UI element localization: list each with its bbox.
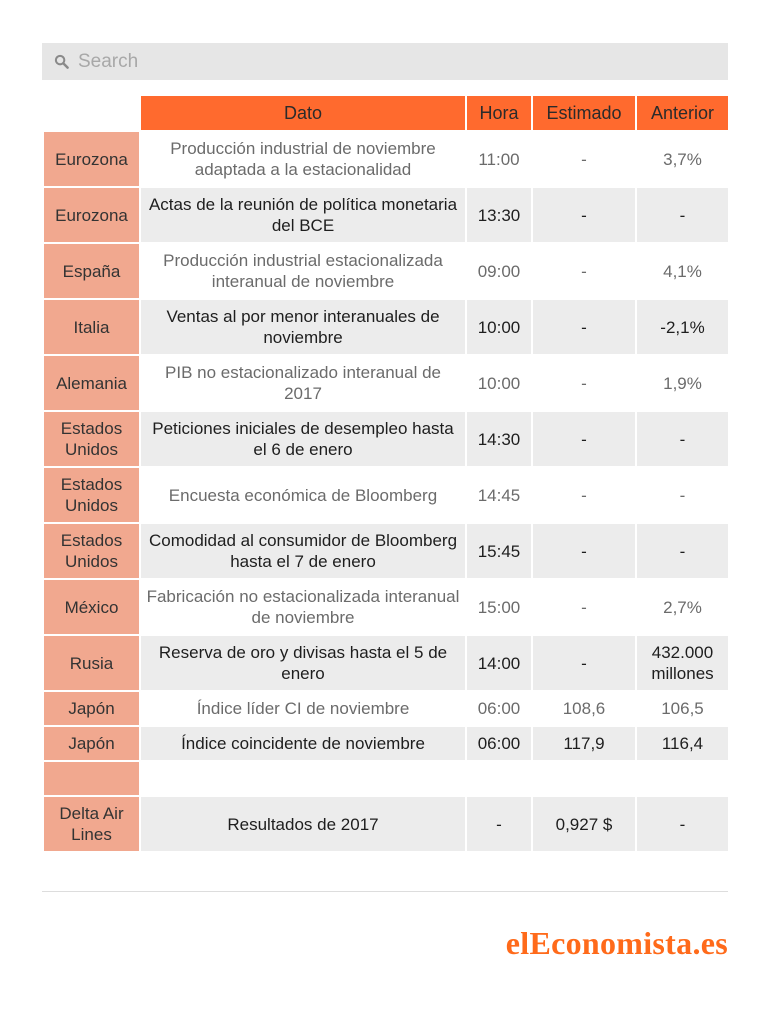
dato-cell: Índice coincidente de noviembre [140,726,466,761]
hora-cell: - [466,796,532,852]
table-row [43,355,729,411]
header-dato[interactable]: Dato [140,95,466,131]
country-cell: Eurozona [43,131,140,187]
spacer-row [43,761,729,796]
country-cell: Estados Unidos [43,467,140,523]
hora-cell: 14:45 [466,467,532,523]
estimado-cell: - [532,579,636,635]
hora-cell: 13:30 [466,187,532,243]
country-cell: Japón [43,691,140,726]
anterior-cell: - [636,523,729,579]
search-bar[interactable] [42,43,728,80]
hora-cell: 10:00 [466,299,532,355]
country-cell: Alemania [43,355,140,411]
country-cell [43,761,140,796]
empty-cell [466,761,532,796]
estimado-cell: - [532,187,636,243]
dato-cell: Reserva de oro y divisas hasta el 5 de enero [140,635,466,691]
estimado-cell: - [532,355,636,411]
country-cell: Italia [43,299,140,355]
dato-cell: Fabricación no estacionalizada interanual de noviembre [140,579,466,635]
estimado-cell: - [532,523,636,579]
hora-cell: 06:00 [466,726,532,761]
dato-cell: Producción industrial estacionalizada interanual de noviembre [140,243,466,299]
anterior-cell: - [636,796,729,852]
table-row [43,411,729,467]
table-row [43,131,729,187]
anterior-cell: - [636,411,729,467]
dato-cell: Producción industrial de noviembre adaptada a la estacionalidad [140,131,466,187]
table-row [43,187,729,243]
country-cell: Rusia [43,635,140,691]
estimado-cell: - [532,467,636,523]
table-row [43,299,729,355]
empty-cell [636,761,729,796]
hora-cell: 09:00 [466,243,532,299]
dato-cell: Peticiones iniciales de desempleo hasta el 6 de enero [140,411,466,467]
table-header-row [43,95,729,131]
estimado-cell: 117,9 [532,726,636,761]
empty-cell [532,761,636,796]
table-row [43,796,729,852]
hora-cell: 14:30 [466,411,532,467]
empty-cell [140,761,466,796]
dato-cell: Actas de la reunión de política monetaria del BCE [140,187,466,243]
estimado-cell: 108,6 [532,691,636,726]
header-hora[interactable]: Hora [466,95,532,131]
estimado-cell: - [532,243,636,299]
anterior-cell: -2,1% [636,299,729,355]
hora-cell: 06:00 [466,691,532,726]
anterior-cell: 1,9% [636,355,729,411]
country-cell: España [43,243,140,299]
anterior-cell: 432.000 millones [636,635,729,691]
table-row [43,691,729,726]
estimado-cell: - [532,635,636,691]
country-cell: Eurozona [43,187,140,243]
country-cell: Estados Unidos [43,411,140,467]
table-row [43,635,729,691]
hora-cell: 11:00 [466,131,532,187]
anterior-cell: 3,7% [636,131,729,187]
dato-cell: PIB no estacionalizado interanual de 2017 [140,355,466,411]
anterior-cell: 106,5 [636,691,729,726]
dato-cell: Encuesta económica de Bloomberg [140,467,466,523]
dato-cell: Índice líder CI de noviembre [140,691,466,726]
estimado-cell: - [532,299,636,355]
hora-cell: 15:00 [466,579,532,635]
dato-cell: Comodidad al consumidor de Bloomberg hasta el 7 de enero [140,523,466,579]
search-icon [54,54,69,69]
estimado-cell: - [532,131,636,187]
footer-divider [42,891,728,892]
table-row [43,579,729,635]
header-anterior[interactable]: Anterior [636,95,729,131]
header-estimado[interactable]: Estimado [532,95,636,131]
anterior-cell: 4,1% [636,243,729,299]
hora-cell: 10:00 [466,355,532,411]
anterior-cell: 116,4 [636,726,729,761]
dato-cell: Resultados de 2017 [140,796,466,852]
country-cell: México [43,579,140,635]
country-cell: Delta Air Lines [43,796,140,852]
anterior-cell: 2,7% [636,579,729,635]
estimado-cell: 0,927 $ [532,796,636,852]
search-input[interactable] [78,47,678,77]
country-cell: Estados Unidos [43,523,140,579]
table-row [43,523,729,579]
table-row [43,243,729,299]
header-country [43,95,140,131]
dato-cell: Ventas al por menor interanuales de noviembre [140,299,466,355]
anterior-cell: - [636,187,729,243]
table-row [43,467,729,523]
country-cell: Japón [43,726,140,761]
hora-cell: 15:45 [466,523,532,579]
hora-cell: 14:00 [466,635,532,691]
economic-calendar-table [42,94,730,853]
estimado-cell: - [532,411,636,467]
table-row [43,726,729,761]
eleconomista-logo[interactable]: elEconomista.es [505,925,728,961]
anterior-cell: - [636,467,729,523]
